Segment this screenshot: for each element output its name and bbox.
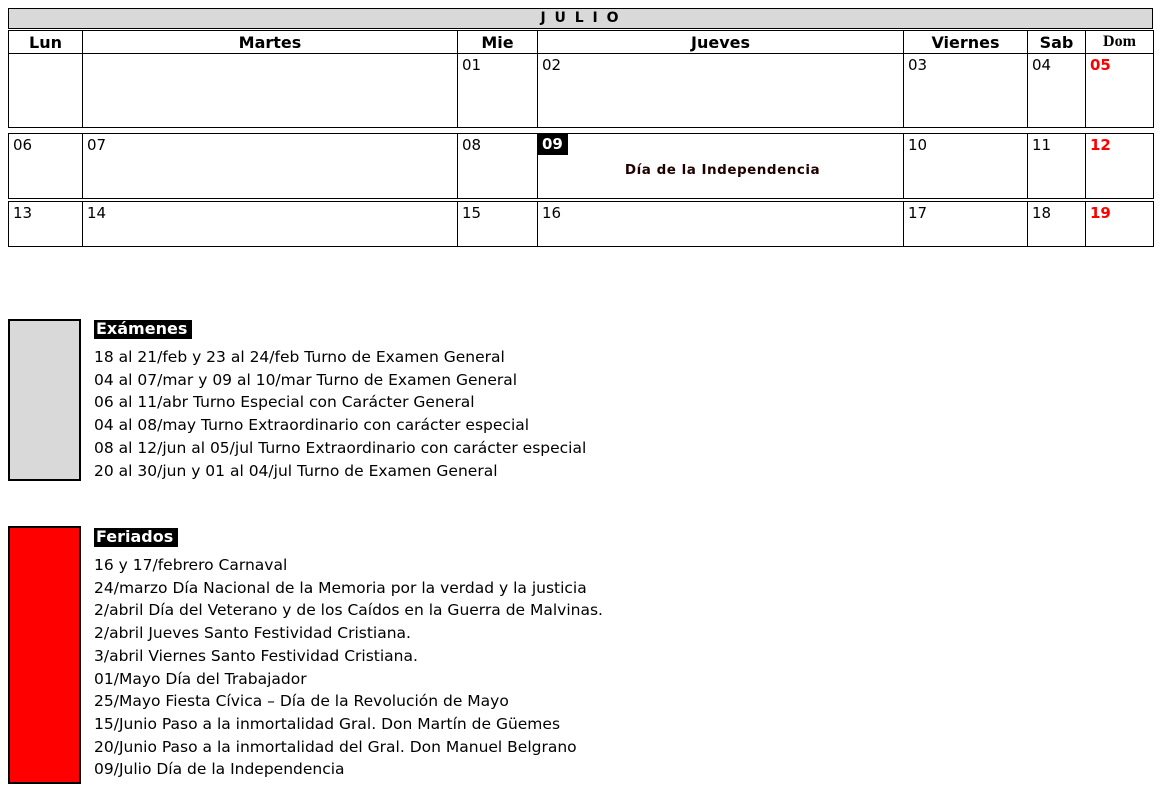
examenes-color-swatch bbox=[8, 319, 81, 481]
day-cell-12: 12 bbox=[1086, 134, 1154, 199]
day-cell-09-holiday bbox=[538, 134, 904, 199]
exam-item: 04 al 08/may Turno Extraordinario con carácter especial bbox=[94, 416, 530, 435]
feriados-color-swatch bbox=[8, 526, 81, 784]
feriados-list bbox=[94, 554, 603, 781]
day-cell-15: 15 bbox=[458, 202, 538, 247]
day-cell-blank bbox=[9, 54, 83, 128]
month-title: J U L I O bbox=[8, 8, 1153, 29]
exam-item: 18 al 21/feb y 23 al 24/feb Turno de Examen General bbox=[94, 348, 505, 366]
day-header-jueves: Jueves bbox=[538, 31, 904, 54]
day-number-09: 09 bbox=[538, 134, 568, 155]
day-cell-11: 11 bbox=[1028, 134, 1086, 199]
weekday-header-row bbox=[9, 31, 1154, 54]
holiday-item: 24/marzo Día Nacional de la Memoria por la verdad y la justicia bbox=[94, 578, 587, 597]
holiday-note: Día de la Independencia bbox=[624, 162, 821, 178]
day-cell-07: 07 bbox=[83, 134, 458, 199]
holiday-item: 15/Junio Paso a la inmortalidad Gral. Don Martín de Güemes bbox=[94, 714, 561, 733]
calendar-table-week3 bbox=[8, 201, 1154, 247]
week-row-2 bbox=[9, 134, 1154, 199]
day-cell-03: 03 bbox=[904, 54, 1028, 128]
examenes-legend bbox=[94, 319, 586, 482]
day-cell-18: 18 bbox=[1028, 202, 1086, 247]
holiday-item: 09/Julio Día de la Independencia bbox=[94, 760, 345, 779]
day-cell-17: 17 bbox=[904, 202, 1028, 247]
feriados-title: Feriados bbox=[94, 528, 178, 547]
holiday-item: 2/abril Jueves Santo Festividad Cristiana. bbox=[94, 624, 411, 643]
day-cell-05: 05 bbox=[1086, 54, 1154, 128]
holiday-item: 16 y 17/febrero Carnaval bbox=[94, 556, 288, 574]
exam-item: 06 al 11/abr Turno Especial con Carácter General bbox=[94, 393, 475, 412]
week-row-1 bbox=[9, 54, 1154, 128]
day-cell-04: 04 bbox=[1028, 54, 1086, 128]
calendar-table-week1 bbox=[8, 30, 1154, 128]
day-cell-14: 14 bbox=[83, 202, 458, 247]
day-header-lun: Lun bbox=[9, 31, 83, 54]
day-header-dom: Dom bbox=[1086, 31, 1154, 54]
day-cell-06: 06 bbox=[9, 134, 83, 199]
examenes-list bbox=[94, 346, 586, 482]
exam-item: 08 al 12/jun al 05/jul Turno Extraordinario con carácter especial bbox=[94, 438, 587, 457]
day-cell-08: 08 bbox=[458, 134, 538, 199]
week-row-3 bbox=[9, 202, 1154, 247]
day-header-martes: Martes bbox=[83, 31, 458, 54]
day-cell-blank bbox=[83, 54, 458, 128]
exam-item: 04 al 07/mar y 09 al 10/mar Turno de Examen General bbox=[94, 370, 518, 389]
calendar-table-week2 bbox=[8, 133, 1154, 199]
day-cell-02: 02 bbox=[538, 54, 904, 128]
day-cell-13: 13 bbox=[9, 202, 83, 247]
holiday-item: 25/Mayo Fiesta Cívica – Día de la Revolución de Mayo bbox=[94, 692, 509, 711]
day-header-viernes: Viernes bbox=[904, 31, 1028, 54]
exam-item: 20 al 30/jun y 01 al 04/jul Turno de Examen General bbox=[94, 461, 498, 480]
day-cell-01: 01 bbox=[458, 54, 538, 128]
examenes-title: Exámenes bbox=[94, 320, 192, 339]
holiday-item: 20/Junio Paso a la inmortalidad del Gral. Don Manuel Belgrano bbox=[94, 737, 577, 756]
holiday-item: 3/abril Viernes Santo Festividad Cristiana. bbox=[94, 646, 418, 665]
holiday-item: 01/Mayo Día del Trabajador bbox=[94, 669, 307, 688]
day-cell-16: 16 bbox=[538, 202, 904, 247]
day-cell-19: 19 bbox=[1086, 202, 1154, 247]
day-header-sab: Sab bbox=[1028, 31, 1086, 54]
day-cell-10: 10 bbox=[904, 134, 1028, 199]
holiday-item: 2/abril Día del Veterano y de los Caídos en la Guerra de Malvinas. bbox=[94, 601, 603, 620]
day-header-mie: Mie bbox=[458, 31, 538, 54]
feriados-legend bbox=[94, 527, 603, 781]
